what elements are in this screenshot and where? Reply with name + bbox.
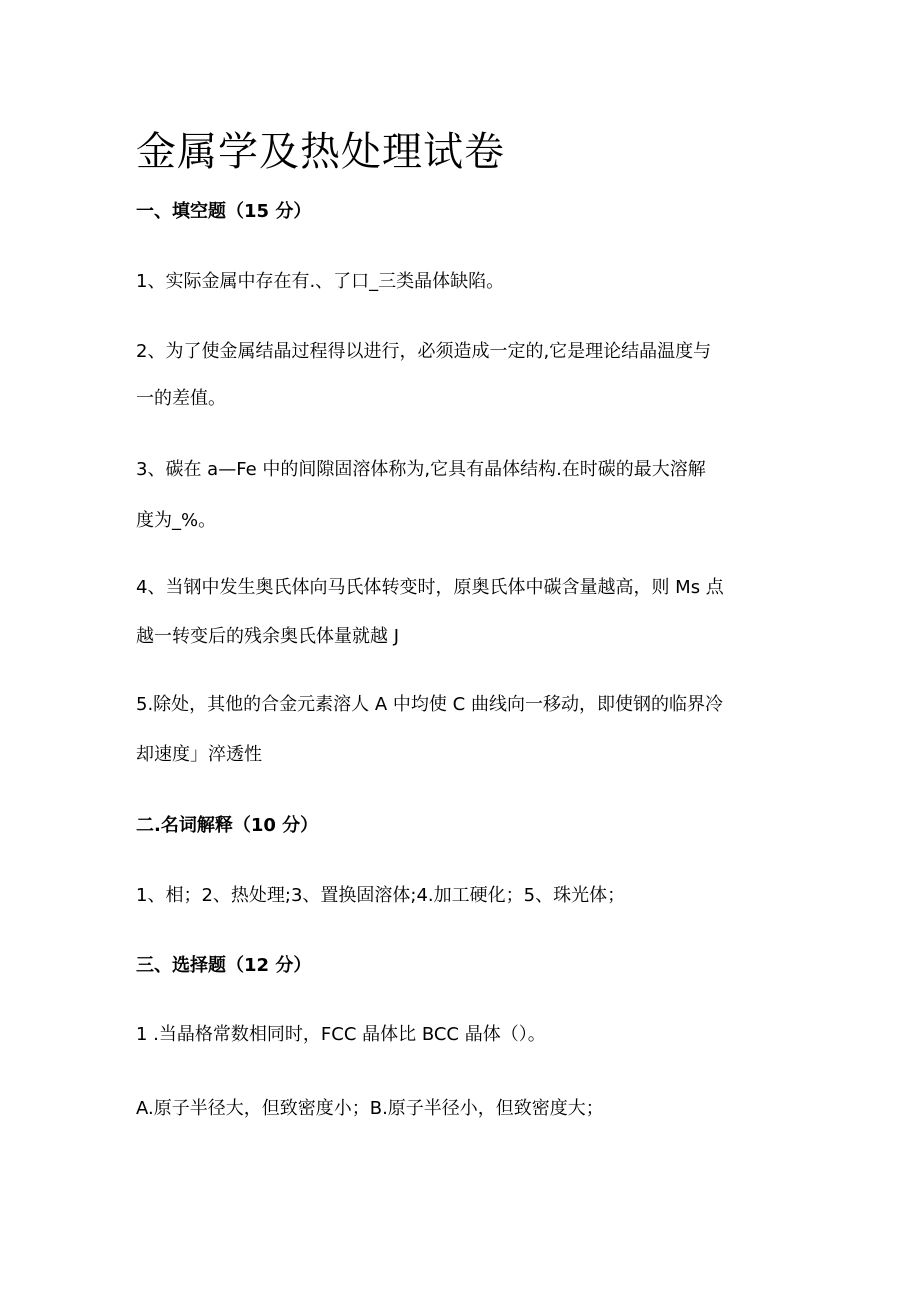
question-1-1: 1、实际金属中存在有.、了口_三类晶体缺陷。 <box>136 271 505 292</box>
question-1-3-line1: 3、碳在 a—Fe 中的间隙固溶体称为,它具有晶体结构.在时碳的最大溶解 <box>136 459 706 480</box>
section-heading-terms: 二.名词解释（10 分） <box>136 815 319 836</box>
question-3-1: 1 .当晶格常数相同时，FCC 晶体比 BCC 晶体（）。 <box>136 1024 546 1045</box>
term-list: 1、相；2、热处理;3、置换固溶体;4.加工硬化；5、珠光体； <box>136 885 626 906</box>
question-1-2-line2: 一的差值。 <box>136 388 226 409</box>
section-heading-choice: 三、选择题（12 分） <box>136 955 312 976</box>
question-1-5-line1: 5.除处，其他的合金元素溶人 A 中均使 C 曲线向一移动，即使钢的临界冷 <box>136 694 723 715</box>
question-1-2-line1: 2、为了使金属结晶过程得以进行，必须造成一定的,它是理论结晶温度与 <box>136 341 712 362</box>
question-1-4-line2: 越一转变后的残余奥氏体量就越 J <box>136 626 400 647</box>
question-1-4-line1: 4、当钢中发生奥氏体向马氏体转变时，原奥氏体中碳含量越高，则 Ms 点 <box>136 577 724 598</box>
question-3-1-options: A.原子半径大，但致密度小；B.原子半径小，但致密度大； <box>136 1098 604 1119</box>
section-heading-fill-in: 一、填空题（15 分） <box>136 201 312 222</box>
question-1-3-line2: 度为_%。 <box>136 510 217 531</box>
page-title: 金属学及热处理试卷 <box>136 129 505 175</box>
question-1-5-line2: 却速度」淬透性 <box>136 744 262 765</box>
